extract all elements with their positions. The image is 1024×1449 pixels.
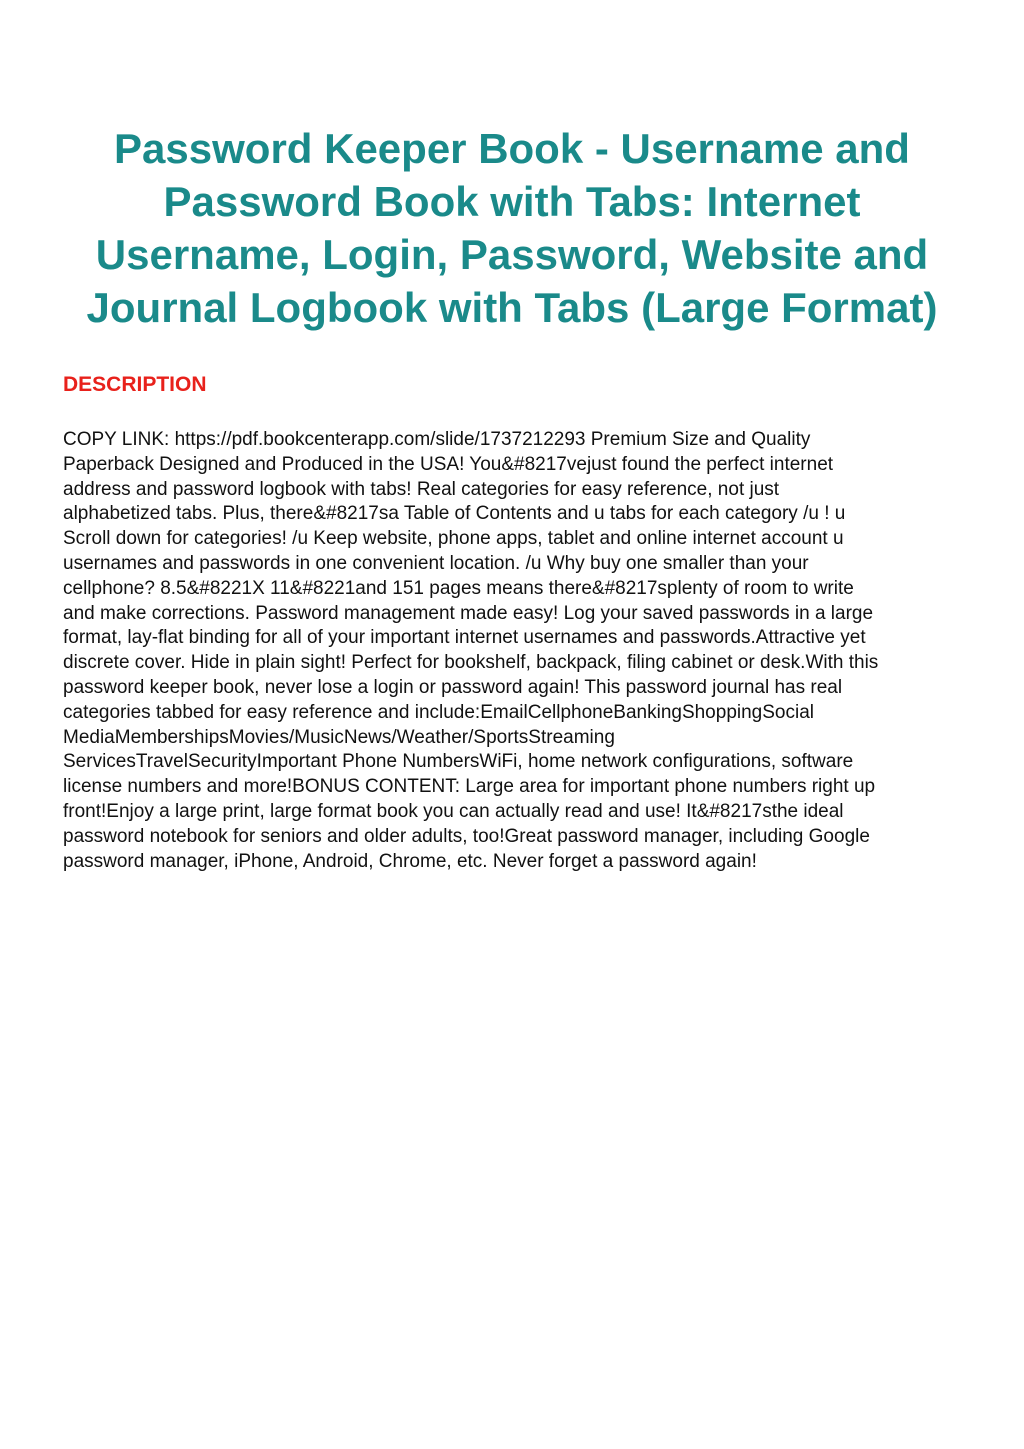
description-line: MediaMembershipsMovies/MusicNews/Weather/SportsStreaming	[63, 726, 615, 748]
title-line: Password Book with Tabs: Internet	[163, 178, 861, 225]
description-line: COPY LINK: https://pdf.bookcenterapp.com/slide/1737212293 Premium Size and Quality	[63, 429, 811, 450]
description-line: front!Enjoy a large print, large format book you can actually read and use! It&#8217sthe ideal	[63, 800, 844, 822]
description-line: Scroll down for categories! /u Keep website, phone apps, tablet and online internet account u	[63, 528, 844, 550]
description-line: cellphone? 8.5&#8221X 11&#8221and 151 pages means there&#8217splenty of room to write	[63, 577, 854, 599]
description-line: address and password logbook with tabs! Real categories for easy reference, not just	[63, 478, 780, 500]
description-line: password notebook for seniors and older adults, too!Great password manager, including Google	[63, 825, 870, 847]
description-line: license numbers and more!BONUS CONTENT: Large area for important phone numbers right up	[63, 776, 876, 798]
description-line: alphabetized tabs. Plus, there&#8217sa Table of Contents and u tabs for each category /u ! u	[63, 503, 846, 525]
description-line: usernames and passwords in one convenient location. /u Why buy one smaller than your	[63, 552, 809, 574]
description-line: password manager, iPhone, Android, Chrome, etc. Never forget a password again!	[63, 850, 757, 872]
description-line: discrete cover. Hide in plain sight! Perfect for bookshelf, backpack, filing cabinet or desk.With this	[63, 652, 879, 674]
description-line: password keeper book, never lose a login or password again! This password journal has real	[63, 676, 843, 698]
description-line: Paperback Designed and Produced in the USA! You&#8217vejust found the perfect internet	[63, 453, 834, 475]
description-line: categories tabbed for easy reference and include:EmailCellphoneBankingShoppingSocial	[63, 701, 814, 723]
description-text	[63, 428, 963, 874]
title-line: Username, Login, Password, Website and	[95, 231, 929, 278]
title-line: Journal Logbook with Tabs (Large Format)	[86, 284, 938, 331]
title-line: Password Keeper Book - Username and	[114, 125, 910, 172]
page-title	[60, 122, 964, 334]
description-line: and make corrections. Password management made easy! Log your saved passwords in a large	[63, 602, 874, 624]
title-block	[60, 122, 964, 334]
description-line: format, lay-flat binding for all of your important internet usernames and passwords.Attractive yet	[63, 627, 866, 649]
description-line: ServicesTravelSecurityImportant Phone NumbersWiFi, home network configurations, software	[63, 751, 854, 773]
section-heading: DESCRIPTION	[63, 373, 207, 396]
